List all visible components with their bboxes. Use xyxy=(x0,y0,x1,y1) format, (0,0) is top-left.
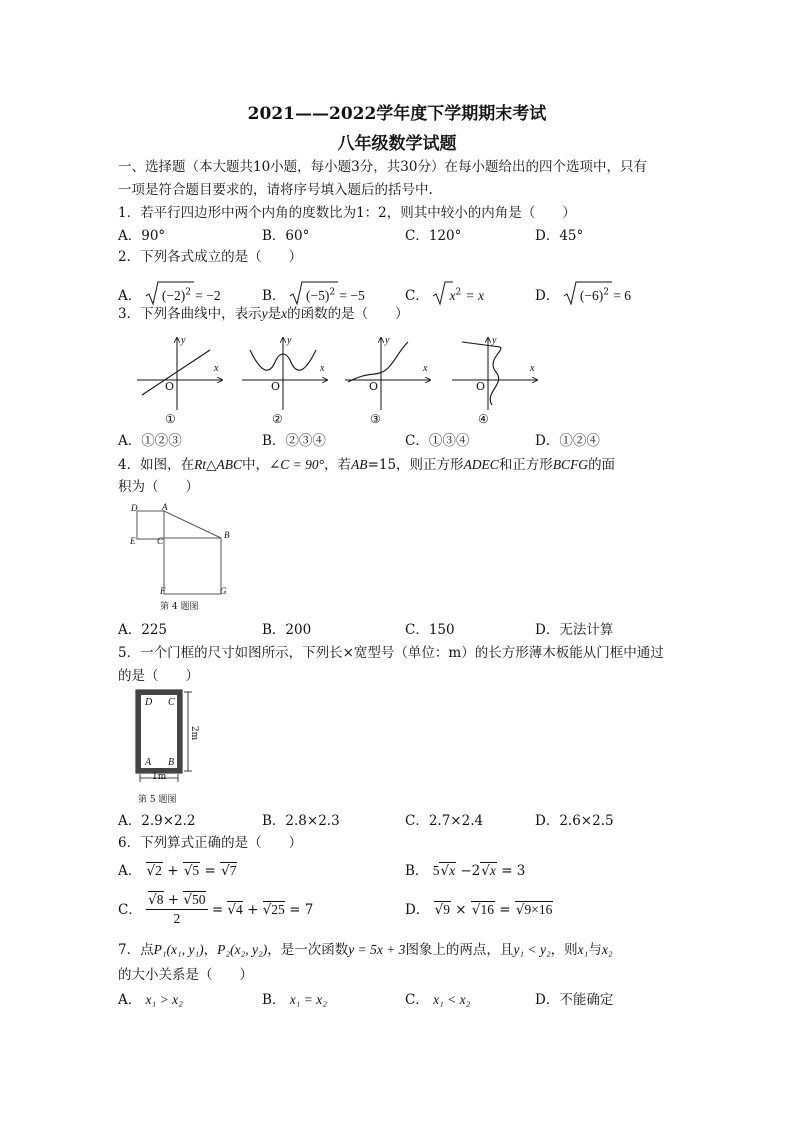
q6-d-times: × xyxy=(455,902,467,918)
q2-a-expr: (−2) xyxy=(161,288,186,303)
q4-option-b: B．200 xyxy=(262,622,312,638)
q3-stem-part1: 3．下列各曲线中，表示 xyxy=(118,306,262,322)
q4-stem-ab: AB xyxy=(351,457,368,472)
sqrt-sign-icon xyxy=(564,284,576,306)
sqrt-sign-icon xyxy=(146,284,158,306)
q7-option-d: D．不能确定 xyxy=(535,992,614,1008)
q4-point-c: C xyxy=(157,536,164,546)
q2-b-expr: (−5) xyxy=(306,288,330,303)
q6-b-label: B． xyxy=(405,863,429,879)
q7-b-label: B． xyxy=(262,992,286,1008)
q4-stem-bcfg: BCFG xyxy=(552,457,589,472)
q3-stem-part2: 是 xyxy=(267,306,282,322)
q6-b-r1: x xyxy=(449,863,456,878)
q7-stem-3: 图象上的两点，且 xyxy=(405,942,514,958)
q6-d-radical3: √9×16 xyxy=(515,902,553,918)
q6-b-radical1: √x xyxy=(440,863,456,879)
q6-c-denominator: 2 xyxy=(173,911,181,926)
q6-b-radical2: √x xyxy=(481,863,496,879)
q6-c-rhs: = 7 xyxy=(289,902,314,918)
q6-d-eq: = xyxy=(499,902,511,918)
q6-a-radical3: √7 xyxy=(221,863,237,879)
q6-c-label: C． xyxy=(118,902,142,918)
q5-point-a: A xyxy=(145,757,152,768)
graph2-label: ② xyxy=(272,412,283,426)
q6-d-radical2: √16 xyxy=(471,902,494,918)
graph4-label: ④ xyxy=(478,412,489,426)
q5-option-c: C．2.7×2.4 xyxy=(405,813,484,829)
graph4-y-label: y xyxy=(492,335,497,346)
q6-c-numerator xyxy=(146,891,207,910)
q6-c-r1: 8 xyxy=(156,892,164,907)
q4-stem-adec: ADEC xyxy=(463,457,499,472)
graph3-y-label: y xyxy=(385,335,390,346)
q7-sep: ， xyxy=(203,942,218,958)
q6-stem: 6．下列算式正确的是（ ） xyxy=(118,835,303,851)
q1-option-d: D．45° xyxy=(535,228,584,244)
q3-graphs xyxy=(0,330,794,430)
q5-stem-line2: 的是（ ） xyxy=(118,668,199,684)
q7-a-expr: x₁ > x₂ xyxy=(145,992,183,1007)
q7-p1: P₁(x₁, y₁) xyxy=(153,942,204,957)
q2-c-expr: x xyxy=(449,288,456,303)
q6-c-radical3: √4 xyxy=(227,902,243,918)
q6-c-plus2: + xyxy=(247,902,259,918)
graph1-origin: O xyxy=(165,380,175,393)
graph1-x-label: x xyxy=(214,363,219,374)
q6-d-label: D． xyxy=(405,902,430,918)
q2-c-label: C． xyxy=(405,288,429,304)
q3-option-b: B．②③④ xyxy=(262,433,326,449)
q2-d-exp: 2 xyxy=(603,287,610,298)
q5-width-label: 1m xyxy=(152,772,167,782)
q4-stem-1: 4．如图，在 xyxy=(118,457,195,473)
q4-stem-5: 和正方形 xyxy=(498,457,553,473)
q7-option-a xyxy=(118,991,183,1009)
q4-point-f: F xyxy=(160,586,166,596)
graph2-x-label: x xyxy=(320,363,325,374)
q6-b-rhs: = 3 xyxy=(501,863,526,879)
q4-point-d: D xyxy=(131,503,138,513)
q6-a-r1: 2 xyxy=(155,863,162,878)
q2-d-expr: (−6) xyxy=(579,288,604,303)
q6-a-radical2: √5 xyxy=(183,863,200,879)
q6-a-plus: + xyxy=(167,863,179,879)
q4-stem-line2: 积为（ ） xyxy=(118,479,199,495)
q7-cond: y₁ < y₂ xyxy=(513,942,551,957)
q6-c-r4: 25 xyxy=(271,902,285,917)
q6-a-r2: 5 xyxy=(192,863,200,878)
q6-c-radical4: √25 xyxy=(262,902,285,918)
q2-a-exp: 2 xyxy=(185,287,191,298)
q7-b-expr: x₁ = x₂ xyxy=(289,992,327,1007)
q6-c-radical1: √8 xyxy=(148,892,164,908)
q7-x1: x₁ xyxy=(577,942,589,957)
sqrt-sign-icon xyxy=(290,284,302,306)
q5-point-d: D xyxy=(145,697,153,708)
graph-2 xyxy=(242,338,327,410)
q7-c-expr: x₁ < x₂ xyxy=(433,992,471,1007)
q3-option-d: D．①②④ xyxy=(535,433,600,449)
q1-option-c: C．120° xyxy=(405,228,462,244)
q6-option-b xyxy=(405,862,525,880)
q2-option-d xyxy=(535,278,631,305)
q3-option-a: A．①②③ xyxy=(118,433,182,449)
graph1-label: ① xyxy=(165,412,176,426)
graph4-x-label: x xyxy=(530,363,535,374)
q3-stem-x: x xyxy=(281,306,288,321)
q6-c-radical2: √50 xyxy=(183,892,206,908)
q5-option-b: B．2.8×2.3 xyxy=(262,813,340,829)
q5-stem: 5．一个门框的尺寸如图所示，下列长×宽型号（单位：m）的长方形薄木板能从门框中通过 xyxy=(118,645,664,661)
q1-option-b: B．60° xyxy=(262,228,310,244)
q2-a-label: A． xyxy=(118,288,142,304)
q4-point-g: G xyxy=(220,586,227,596)
q4-option-a: A．225 xyxy=(118,622,168,638)
q2-d-rhs: = 6 xyxy=(613,288,632,303)
q4-option-c: C．150 xyxy=(405,622,455,638)
q4-figure-caption: 第 4 题图 xyxy=(160,602,199,612)
q6-b-coef: 5 xyxy=(432,863,440,878)
q2-b-label: B． xyxy=(262,288,286,304)
graph2-y-label: y xyxy=(287,335,292,346)
q5-option-d: D．2.6×2.5 xyxy=(535,813,614,829)
sqrt-sign-icon xyxy=(433,284,445,306)
q3-stem-y: y xyxy=(261,306,268,321)
q2-a-rhs: = −2 xyxy=(195,288,221,303)
graph1-y-label: y xyxy=(181,335,186,346)
q1-stem: 1．若平行四边形中两个内角的度数比为1：2，则其中较小的内角是（ ） xyxy=(118,205,576,221)
q4-point-e: E xyxy=(130,536,136,546)
q6-a-r3: 7 xyxy=(229,863,237,878)
graph3-origin: O xyxy=(369,380,379,393)
q4-point-a: A xyxy=(162,502,168,512)
graph3-x-label: x xyxy=(423,363,428,374)
q7-option-c xyxy=(405,991,470,1009)
q3-stem-part3: 的函数的是（ ） xyxy=(287,306,409,322)
q4-stem xyxy=(118,456,615,474)
q7-c-label: C． xyxy=(405,992,429,1008)
q7-stem xyxy=(118,941,613,959)
graph-1 xyxy=(137,338,222,410)
exam-title: 2021——2022学年度下学期期末考试 xyxy=(247,104,547,124)
q7-a-label: A． xyxy=(118,992,142,1008)
q2-c-rhs: = x xyxy=(465,288,484,303)
exam-subtitle: 八年级数学试题 xyxy=(337,134,457,154)
graph-4 xyxy=(452,338,537,410)
q4-stem-2: 中， xyxy=(241,457,269,473)
q7-p2: P₂(x₂, y₂) xyxy=(217,942,268,957)
q2-b-exp: 2 xyxy=(329,287,336,298)
q5-point-b: B xyxy=(168,757,175,768)
q6-c-fraction xyxy=(146,891,207,928)
graph4-origin: O xyxy=(476,380,486,393)
q2-option-b xyxy=(262,278,365,305)
q7-stem-line2: 的大小关系是（ ） xyxy=(118,967,253,983)
q5-height-label: 2m xyxy=(189,725,200,741)
q6-b-r2: x xyxy=(489,863,496,878)
q7-stem-2: ，是一次函数 xyxy=(267,942,349,958)
q2-c-exp: 2 xyxy=(455,287,462,298)
q6-d-r3: 9×16 xyxy=(524,902,553,917)
q6-d-r1: 9 xyxy=(443,902,450,917)
q4-stem-3: ，若 xyxy=(324,457,352,473)
q3-option-c: C．①③④ xyxy=(405,433,470,449)
q6-a-label: A． xyxy=(118,863,142,879)
q6-c-r2: 50 xyxy=(192,892,206,907)
q3-stem xyxy=(118,305,409,323)
section-instructions-line2: 一项是符合题目要求的，请将序号填入题后的括号中. xyxy=(118,182,433,198)
q4-stem-4: =15，则正方形 xyxy=(367,457,464,473)
q6-c-r3: 4 xyxy=(236,902,243,917)
q7-stem-4: ，则 xyxy=(550,942,578,958)
q7-func: y = 5x + 3 xyxy=(348,942,406,957)
section-instructions-line1: 一、选择题（本大题共10小题，每小题3分，共30分）在每小题给出的四个选项中，只有 xyxy=(118,159,647,175)
q2-option-c xyxy=(405,278,484,305)
q7-stem-5: 与 xyxy=(588,942,602,958)
q5-option-a: A．2.9×2.2 xyxy=(118,813,196,829)
graph-3 xyxy=(345,338,430,410)
q4-figure xyxy=(0,500,794,610)
q6-option-a xyxy=(118,862,237,880)
q6-c-plus: + xyxy=(167,892,180,908)
q2-d-label: D． xyxy=(535,288,560,304)
q2-stem: 2．下列各式成立的是（ ） xyxy=(118,249,303,265)
q2-b-rhs: = −5 xyxy=(339,288,365,303)
q1-option-a: A．90° xyxy=(118,228,166,244)
q6-a-eq: = xyxy=(204,863,216,879)
q6-c-eq: = xyxy=(211,902,224,918)
q6-option-c xyxy=(118,891,313,931)
q6-d-r2: 16 xyxy=(480,902,494,917)
q4-stem-rt: Rt△ABC xyxy=(194,457,242,472)
q4-point-b: B xyxy=(224,530,230,540)
graph3-label: ③ xyxy=(370,412,381,426)
q5-figure-caption: 第 5 题图 xyxy=(138,795,177,805)
q4-option-d: D．无法计算 xyxy=(535,622,614,638)
q6-option-d xyxy=(405,901,553,919)
q6-b-minus: −2 xyxy=(460,863,481,879)
q7-x2: x₂ xyxy=(601,942,613,957)
q6-d-radical1: √9 xyxy=(434,902,450,918)
q7-stem-1: 7．点 xyxy=(118,942,154,958)
q4-stem-angle: ∠C = 90° xyxy=(268,457,325,472)
q7-option-b xyxy=(262,991,327,1009)
q6-a-radical1: √2 xyxy=(146,863,162,879)
q2-option-a xyxy=(118,278,221,305)
graph2-origin: O xyxy=(271,380,281,393)
q6-c-rest xyxy=(212,902,313,918)
q5-point-c: C xyxy=(168,697,175,708)
q4-stem-6: 的面 xyxy=(588,457,616,473)
q5-door-figure xyxy=(0,685,794,795)
